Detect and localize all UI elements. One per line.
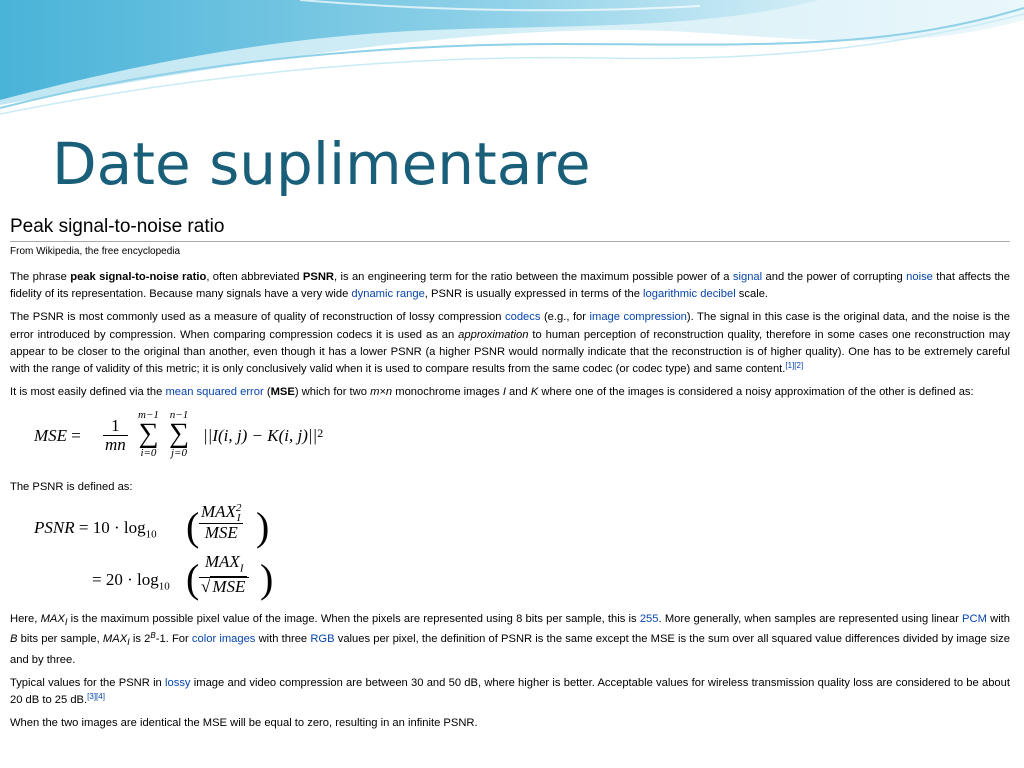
link-pcm[interactable]: PCM (962, 612, 987, 625)
reference-link[interactable]: [1][2] (785, 361, 804, 371)
article-source: From Wikipedia, the free encyclopedia (10, 246, 181, 257)
link-dynamic-range[interactable]: dynamic range (351, 288, 425, 301)
link-color-images[interactable]: color images (191, 633, 256, 646)
link-mean-squared-error[interactable]: mean squared error (165, 386, 264, 399)
usage-paragraph: The PSNR is most commonly used as a measure of quality of reconstruction of lossy compression codecs (e.g., for image compression). The signal in this case is the original data, and the noise is the error introduced by compression. When comparing compression codecs it is used as an approximation to human perception of reconstruction quality, therefore in some cases one reconstruction may appear to be closer to the original than another, even though it has a lower PSNR (a higher PSNR would normally indicate that the reconstruction is of higher quality). One has to be extremely careful with the range of validity of this metric; it is only conclusively valid when it is used to compare results from the same codec (or codec type) and same content.[1][2] (10, 311, 1010, 376)
heading-divider (10, 241, 1010, 242)
article-heading: Peak signal-to-noise ratio (10, 216, 225, 237)
typical-values-paragraph: Typical values for the PSNR in lossy image and video compression are between 30 and 50 dB, where higher is better. Acceptable values for wireless transmission quality loss are considered to be about 20 dB to 25 dB.[3][4] (10, 676, 1010, 706)
psnr-formula: PSNR = $10 \cdot \log_{10}$ ( MAX 2 I MSE ) = $20 \cdot \log_{10}$ ( $MAX_I$ √ MSE ) (34, 501, 274, 601)
decorative-wave-header (0, 0, 1024, 120)
maxi-paragraph: Here, $MAX_I$ is the maximum possible pixel value of the image. When the pixels are represented using 8 bits per sample, this is 255. More generally, when samples are represented using linear PCM with B bits per sample, $MAX_I$ is $2^B-1$. For color images with three RGB values per pixel, the definition of PSNR is the same except the MSE is the sum over all squared value differences divided by image size and by three. (10, 612, 1011, 666)
link-255[interactable]: 255 (639, 612, 659, 625)
link-rgb[interactable]: RGB (310, 633, 335, 646)
reference-link[interactable]: [3][4] (87, 691, 105, 701)
link-noise[interactable]: noise (906, 271, 933, 283)
link-image-compression[interactable]: image compression (589, 311, 687, 324)
identical-images-paragraph: When the two images are identical the MSE will be equal to zero, resulting in an infinite PSNR. (10, 717, 478, 730)
slide-title: Date suplimentare (52, 130, 591, 198)
mse-formula: MSE = $\frac{1}{mn}$ m−1 ∑ i=0 n−1 ∑ j=0 ||I(i, j) − K(i, $j)||^2$ (34, 409, 324, 460)
link-codecs[interactable]: codecs (505, 311, 541, 324)
psnr-intro: The PSNR is defined as: (10, 481, 133, 494)
link-lossy[interactable]: lossy (165, 676, 191, 689)
link-signal[interactable]: signal (732, 271, 763, 283)
link-logarithmic-decibel[interactable]: logarithmic decibel (643, 288, 736, 301)
wikipedia-article-screenshot (10, 214, 1010, 738)
definition-paragraph: It is most easily defined via the mean squared error (MSE) which for two m×n monochrome images I and K where one of the images is considered a noisy approximation of the other is defined as: (10, 386, 974, 399)
intro-paragraph: The phrase peak signal-to-noise ratio, often abbreviated PSNR, is an engineering term for the ratio between the maximum possible power of a signal and the power of corrupting noise that affects the fidelity of its representation. Because many signals have a very wide dynamic range, PSNR is usually expressed in terms of the logarithmic decibel scale. (10, 271, 1011, 301)
